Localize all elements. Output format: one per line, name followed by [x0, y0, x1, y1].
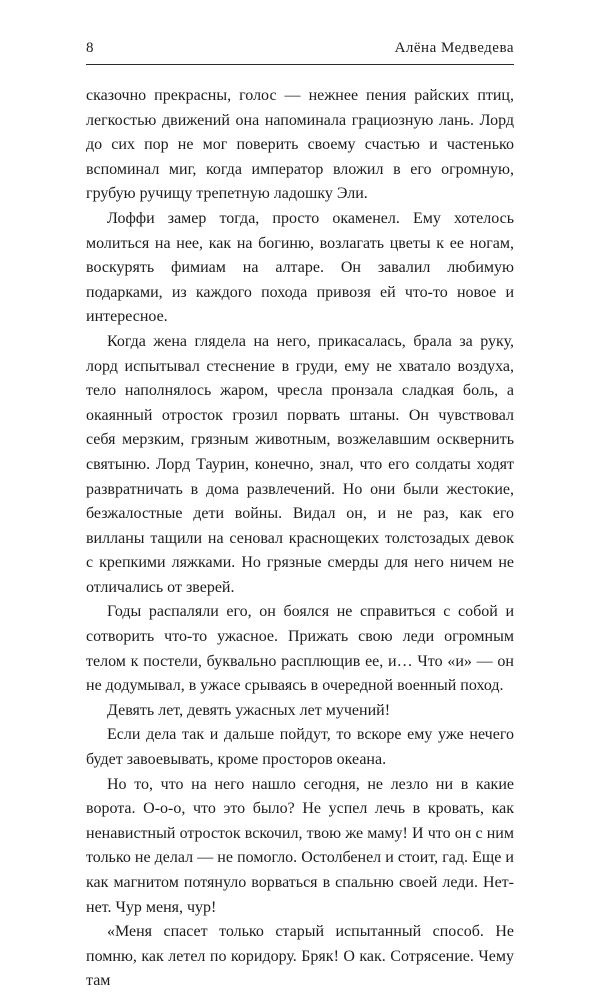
- paragraph-8: «Меня спасет только старый испытанный способ. Не помню, как летел по коридору. Бряк! О как. Сотрясение. Чему там: [86, 923, 514, 990]
- paragraph-7: Но то, что на него нашло сегодня, не лезло ни в какие ворота. О-о-о, что это было? Не успел лечь в кровать, как ненавистный отросток вскочил, твою же маму! И что он с ним только не делал — не помогло. Остолбенел и стоит, гад. Еще и как магнитом потянуло ворваться в спальню своей леди. Нет-нет. Чур меня, чур!: [86, 775, 514, 916]
- paragraph-4: Годы распаляли его, он боялся не справиться с собой и сотворить что-то ужасное. Прижать свою леди огромным телом к постели, буквально расплющив ее, и… Что «и» — он не додумывал, в ужасе срываясь в очередной военный поход.: [86, 603, 514, 695]
- paragraph-1: сказочно прекрасны, голос — нежнее пения райских птиц, легкостью движений она напоминала грациозную лань. Лорд до сих пор не мог поверить своему счастью и частенько вспоминал миг, когда император вложил в его огромную, грубую ручищу трепетную ладошку Эли.: [86, 87, 514, 203]
- page-header: [86, 40, 514, 62]
- header-divider: [86, 64, 514, 65]
- body-text: [86, 84, 514, 994]
- running-head-author: Алёна Медведева: [394, 40, 514, 56]
- paragraph-3: Когда жена глядела на него, прикасалась, брала за руку, лорд испытывал стеснение в груди, ему не хватало воздуха, тело наполнялось жаром, чресла пронзала сладкая боль, а окаянный отросток грозил порвать штаны. Он чувствовал себя мерзким, грязным животным, возжелавшим осквернить святыню. Лорд Таурин, конечно, знал, что его солдаты ходят развратничать в дома развлечений. Но они были жестокие, безжалостные дети войны. Видал он, и не раз, как его вилланы тащили на сеновал краснощеких толстозадых девок с крепкими ляжками. Но грязные смерды для него ничем не отличались от зверей.: [86, 332, 514, 596]
- paragraph-6: Если дела так и дальше пойдут, то вскоре ему уже нечего будет завоевывать, кроме просторов океана.: [86, 726, 514, 769]
- page-number: 8: [86, 40, 94, 56]
- paragraph-5: Девять лет, девять ужасных лет мучений!: [107, 701, 391, 719]
- paragraph-2: Лоффи замер тогда, просто окаменел. Ему хотелось молиться на нее, как на богиню, возлагать цветы к ее ногам, воскурять фимиам на алтаре. Он завалил любимую подарками, из каждого похода привозя ей что-то новое и интересное.: [86, 209, 514, 326]
